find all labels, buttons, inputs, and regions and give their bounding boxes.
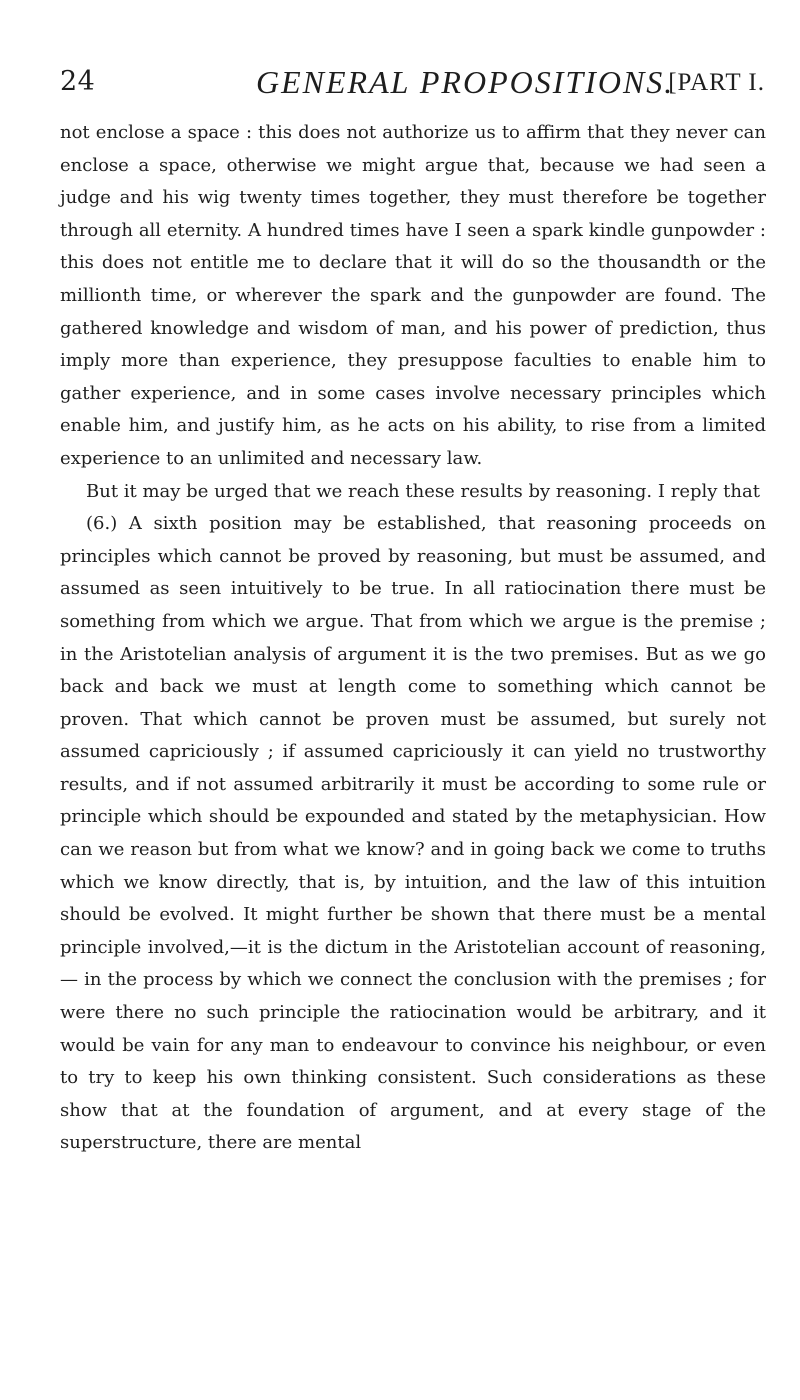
body-text <box>60 117 766 1160</box>
paragraph-continuation: not enclose a space : this does not authorize us to affirm that they never can enclose a space, otherwise we might argue that, because we had seen a judge and his wig twenty times together, they must therefore be together through all eternity. A hundred times have I seen a spark kindle gunpowder : this does not entitle me to declare that it will do so the thousandth or the millionth time, or wherever the spark and the gunpowder are found. The gathered knowledge and wisdom of man, and his power of prediction, thus imply more than experience, they presuppose faculties to enable him to gather experience, and in some cases involve necessary principles which enable him, and justify him, as he acts on his ability, to rise from a limited experience to an unlimited and necessary law. <box>60 122 766 469</box>
paragraph-reply: But it may be urged that we reach these results by reasoning. I reply that <box>86 480 760 502</box>
paragraph-sixth-position: (6.) A sixth position may be established, that reasoning proceeds on principles which cannot be proved by reasoning, but must be assumed, and assumed as seen intuitively to be true. In all ratiocination there must be something from which we argue. That from which we argue is the premise ; in the Aristotelian analysis of argument it is the two premises. But as we go back and back we must at length come to something which cannot be proven. That which cannot be proven must be assumed, but surely not assumed capriciously ; if assumed capriciously it can yield no trustworthy results, and if not assumed arbitrarily it must be according to some rule or principle which should be expounded and stated by the metaphysician. How can we reason but from what we know? and in going back we come to truths which we know directly, that is, by intuition, and the law of this intuition should be evolved. It might further be shown that there must be a mental principle involved,—it is the dictum in the Aristotelian account of reasoning,— in the process by which we connect the conclusion with the premises ; for were there no such principle the ratiocination would be arbitrary, and it would be vain for any man to endeavour to convince his neighbour, or even to try to keep his own thinking consistent. Such considerations as these show that at the foundation of argument, and at every stage of the superstructure, there are mental <box>60 513 766 1154</box>
part-label: [PART I. <box>668 69 765 96</box>
page-number: 24 <box>60 66 96 97</box>
running-title: GENERAL PROPOSITIONS. <box>256 64 675 100</box>
page-header <box>60 64 765 104</box>
